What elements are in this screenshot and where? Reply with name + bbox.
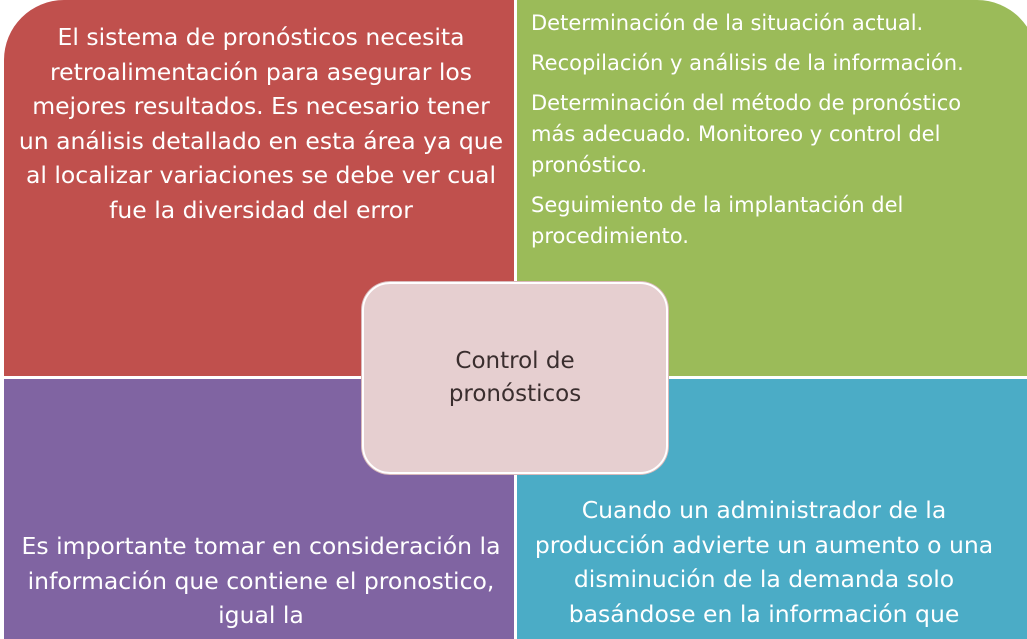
steps-list [531, 8, 1001, 261]
center-label: Control de pronósticos [448, 348, 582, 407]
feedback-text: El sistema de pronósticos necesita retroalimentación para asegurar los mejores resultados. Es necesario tener un análisis detallado en esta área ya que al localizar variaciones se debe ver cual fue la diversidad del error [18, 23, 504, 224]
list-item: Determinación del método de pronóstico más adecuado. Monitoreo y control del pronóstico. [531, 91, 962, 177]
list-item: Recopilación y análisis de la información. [531, 51, 964, 75]
center-node [362, 282, 668, 474]
list-item: Determinación de la situación actual. [531, 11, 924, 35]
consideration-text: Es importante tomar en consideración la información que contiene el pronostico, igual la [21, 532, 501, 629]
demand-text: Cuando un administrador de la producción advierte un aumento o una disminución de la demanda solo basándose en la información que [534, 496, 994, 628]
list-item: Seguimiento de la implantación del procedimiento. [531, 193, 904, 248]
